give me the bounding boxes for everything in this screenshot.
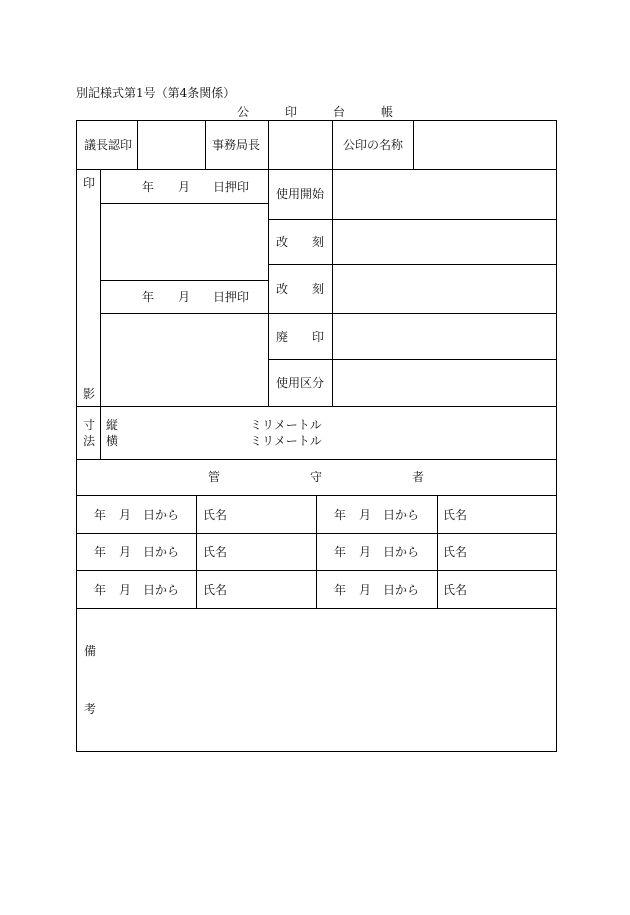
custodian-2-left-name-field[interactable] [228,535,314,568]
custodian-1-right-month: 月 [359,508,372,522]
custodian-2-right-month: 月 [359,545,372,559]
impression-date-1-month: 月 [178,180,191,194]
dimensions-label-char-1: 寸 [83,418,96,432]
chairman-seal-field[interactable] [138,121,205,169]
remarks-label-char-1: 備 [84,644,97,658]
custodian-3-left-month: 月 [119,583,132,597]
ledger-title-char-1: 公 [237,105,250,119]
custodian-2-left-name-label: 氏名 [203,545,228,559]
revision-2-label-char-2: 刻 [312,282,325,296]
usage-start-label: 使用開始 [276,187,325,201]
dimension-horizontal-label: 横 [106,434,119,448]
dimensions-divider [76,459,557,460]
usage-category-label: 使用区分 [276,376,325,390]
impression-label-bottom: 影 [83,387,96,401]
custodian-3-right-name-field[interactable] [468,572,554,606]
usage-category-field[interactable] [333,360,556,406]
impression-center-line [268,169,269,406]
custodian-vline-3 [437,495,438,608]
impression-section-divider [76,406,557,407]
custodian-1-right-name-label: 氏名 [443,508,468,522]
custodian-2-left-month: 月 [119,545,132,559]
custodian-3-left-year: 年 [94,583,107,597]
chairman-seal-label: 議長認印 [84,138,133,152]
custodian-3-right-name-label: 氏名 [443,583,468,597]
revision-1-label-char-2: 刻 [312,235,325,249]
impression-box-1[interactable] [101,204,268,280]
impression-date-2-year: 年 [142,290,155,304]
impression-box-2[interactable] [101,314,268,406]
secretary-general-field[interactable] [269,121,332,169]
ledger-title-char-3: 台 [333,105,346,119]
custodian-vline-2 [316,495,317,608]
custodian-1-right-from: 日から [383,508,420,522]
custodian-3-left-name-label: 氏名 [203,583,228,597]
revision-1-label-char-1: 改 [276,235,289,249]
impression-date-2-month: 月 [178,290,191,304]
impression-date-1-year: 年 [142,180,155,194]
custodian-2-left-from: 日から [143,545,180,559]
dimension-vertical-field[interactable] [121,416,245,432]
custodian-3-left-from: 日から [143,583,180,597]
custodian-1-right-year: 年 [334,508,347,522]
impression-date-2-day: 日押印 [213,290,250,304]
custodian-1-left-name-label: 氏名 [203,508,228,522]
custodian-1-left-year: 年 [94,508,107,522]
dimension-horizontal-unit: ミリメートル [250,434,322,448]
custodian-title-char-2: 守 [310,470,323,484]
revision-1-field[interactable] [333,220,556,264]
impression-label-top: 印 [83,176,96,190]
custodian-3-right-year: 年 [334,583,347,597]
custodian-title-char-1: 管 [208,470,221,484]
secretary-general-label: 事務局長 [212,138,261,152]
remarks-label-char-2: 考 [84,702,97,716]
form-number-label: 別記様式第1号（第4条関係） [76,86,236,100]
dimension-vertical-unit: ミリメートル [250,418,322,432]
custodian-2-right-year: 年 [334,545,347,559]
custodian-1-right-name-field[interactable] [468,497,554,531]
dimension-horizontal-field[interactable] [121,432,245,448]
impression-date-1-day: 日押印 [213,180,250,194]
seal-name-label: 公印の名称 [343,138,404,152]
top-row-vline-2 [205,120,206,169]
abolition-label-char-2: 印 [312,330,325,344]
custodian-3-right-month: 月 [359,583,372,597]
custodian-1-left-from: 日から [143,508,180,522]
abolition-field[interactable] [333,314,556,359]
revision-2-field[interactable] [333,265,556,313]
ledger-title-char-2: 印 [285,105,298,119]
custodian-2-right-from: 日から [383,545,420,559]
custodian-1-left-name-field[interactable] [228,497,314,531]
custodian-1-left-month: 月 [119,508,132,522]
remarks-divider [76,608,557,609]
revision-2-label-char-1: 改 [276,282,289,296]
dimensions-label-char-2: 法 [83,434,96,448]
custodian-2-right-name-label: 氏名 [443,545,468,559]
custodian-vline-1 [196,495,197,608]
custodian-title-char-3: 者 [412,470,425,484]
dimension-vertical-label: 縦 [106,418,119,432]
impression-box-1-divider [100,280,268,281]
usage-start-field[interactable] [333,170,556,219]
remarks-field[interactable] [102,610,554,750]
custodian-2-left-year: 年 [94,545,107,559]
custodian-2-right-name-field[interactable] [468,535,554,568]
custodian-3-right-from: 日から [383,583,420,597]
abolition-label-char-1: 廃 [276,330,289,344]
ledger-title-char-4: 帳 [381,105,394,119]
seal-name-field[interactable] [414,121,556,169]
custodian-3-left-name-field[interactable] [228,572,314,606]
top-row-vline-4 [332,120,333,169]
